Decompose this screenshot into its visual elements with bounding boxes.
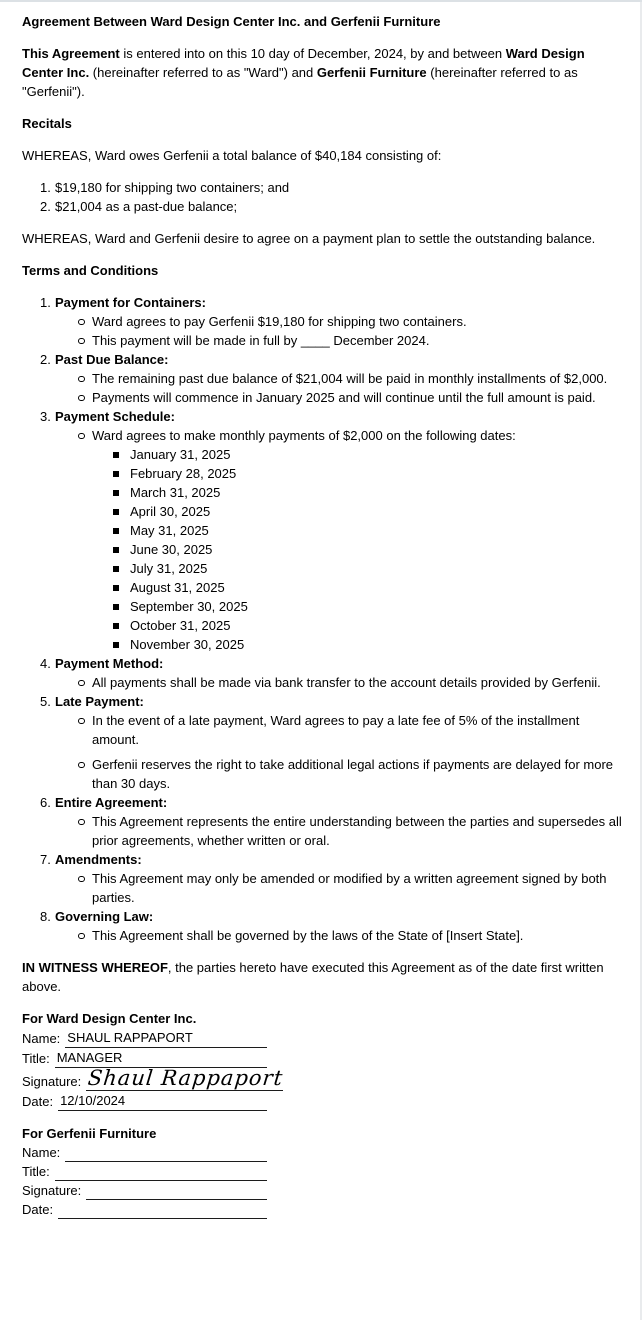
term-item — [22, 293, 622, 350]
term-number: 1. — [40, 295, 51, 310]
document-content — [0, 2, 642, 1219]
term-item — [22, 407, 622, 654]
signature-heading: For Gerfenii Furniture — [22, 1126, 157, 1141]
signature-field-date — [22, 1200, 267, 1219]
signature-field-signature — [22, 1066, 285, 1091]
intro-paragraph — [22, 44, 622, 101]
square-bullet-icon — [113, 502, 130, 521]
intro-bold-this-agreement: This Agreement — [22, 46, 120, 61]
circle-bullet-icon — [78, 926, 92, 945]
field-line — [65, 1161, 267, 1162]
term-title: Payment Schedule: — [55, 409, 175, 424]
circle-bullet-icon — [78, 369, 92, 388]
square-bullet-icon — [113, 559, 130, 578]
signature-field-date — [22, 1091, 267, 1111]
field-line — [86, 1199, 267, 1200]
circle-bullet-icon — [78, 711, 92, 730]
square-bullet-icon — [113, 445, 130, 464]
term-bullet-row — [22, 812, 622, 850]
term-bullet-row — [22, 869, 622, 907]
circle-bullet-icon — [78, 755, 92, 774]
term-bullet-row — [22, 369, 622, 388]
payment-date: October 31, 2025 — [130, 618, 231, 633]
term-bullet: This Agreement represents the entire understanding between the parties and supersedes all prior agreements, whether written or oral. — [92, 814, 622, 848]
term-number: 3. — [40, 409, 51, 424]
term-title: Amendments: — [55, 852, 142, 867]
term-item — [22, 850, 622, 907]
term-bullet-row — [22, 312, 622, 331]
field-value: SHAUL RAPPAPORT — [67, 1030, 193, 1045]
square-bullet-icon — [113, 597, 130, 616]
payment-date-item — [22, 540, 622, 559]
intro-text-3: (hereinafter referred to as "Gerfenii"). — [22, 65, 578, 99]
field-label: Date: — [22, 1094, 54, 1109]
term-bullet-row — [22, 331, 622, 350]
term-item — [22, 654, 622, 692]
payment-date: January 31, 2025 — [130, 447, 231, 462]
payment-date: February 28, 2025 — [130, 466, 237, 481]
field-line — [65, 1028, 267, 1048]
field-label: Title: — [22, 1164, 50, 1179]
term-number: 8. — [40, 909, 51, 924]
recital-item — [22, 178, 622, 197]
term-number: 6. — [40, 795, 51, 810]
signature-field-name — [22, 1028, 267, 1048]
square-bullet-icon — [113, 521, 130, 540]
field-value: 12/10/2024 — [60, 1093, 126, 1108]
circle-bullet-icon — [78, 812, 92, 831]
term-bullet: The remaining past due balance of $21,004 will be paid in monthly installments of $2,000. — [92, 371, 608, 386]
field-label: Date: — [22, 1202, 54, 1217]
term-title: Payment Method: — [55, 656, 164, 671]
payment-date: September 30, 2025 — [130, 599, 248, 614]
payment-date: August 31, 2025 — [130, 580, 225, 595]
whereas-clause-2: WHEREAS, Ward and Gerfenii desire to agree on a payment plan to settle the outstanding balance. — [22, 231, 596, 246]
signature-heading: For Ward Design Center Inc. — [22, 1011, 197, 1026]
recital-item — [22, 197, 622, 216]
square-bullet-icon — [113, 464, 130, 483]
circle-bullet-icon — [78, 426, 92, 445]
circle-bullet-icon — [78, 869, 92, 888]
term-bullet: This payment will be made in full by ____ December 2024. — [92, 333, 430, 348]
term-bullet: Payments will commence in January 2025 and will continue until the full amount is paid. — [92, 390, 596, 405]
square-bullet-icon — [113, 635, 130, 654]
recital-text: $21,004 as a past-due balance; — [55, 199, 238, 214]
payment-date-item — [22, 578, 622, 597]
term-item — [22, 692, 622, 793]
term-bullet: All payments shall be made via bank transfer to the account details provided by Gerfenii. — [92, 675, 601, 690]
terms-heading: Terms and Conditions — [22, 263, 159, 278]
term-item — [22, 350, 622, 407]
field-label: Title: — [22, 1051, 50, 1066]
intro-text-1: is entered into on this 10 day of December, 2024, by and between — [119, 46, 506, 61]
field-line — [55, 1180, 267, 1181]
signature-field-signature — [22, 1181, 267, 1200]
field-value: MANAGER — [56, 1050, 123, 1065]
term-title: Governing Law: — [55, 909, 154, 924]
term-bullet-row — [22, 426, 622, 445]
whereas-clause-1: WHEREAS, Ward owes Gerfenii a total balance of $40,184 consisting of: — [22, 148, 442, 163]
recitals-list — [22, 178, 622, 216]
term-title: Payment for Containers: — [55, 295, 206, 310]
payment-date-item — [22, 616, 622, 635]
signature-block-ward — [22, 1009, 622, 1111]
payment-date-item — [22, 635, 622, 654]
term-bullet-row — [22, 673, 622, 692]
witness-bold: IN WITNESS WHEREOF — [22, 960, 168, 975]
square-bullet-icon — [113, 616, 130, 635]
circle-bullet-icon — [78, 312, 92, 331]
payment-date: April 30, 2025 — [130, 504, 211, 519]
field-label: Signature: — [22, 1183, 82, 1198]
witness-paragraph — [22, 958, 622, 996]
term-title: Entire Agreement: — [55, 795, 168, 810]
payment-date-item — [22, 445, 622, 464]
field-line — [58, 1091, 267, 1111]
term-bullet: Ward agrees to make monthly payments of $2,000 on the following dates: — [92, 428, 516, 443]
signature-field-name — [22, 1143, 267, 1162]
field-line — [86, 1068, 283, 1091]
field-label: Signature: — [22, 1074, 82, 1089]
term-item — [22, 907, 622, 945]
term-item — [22, 793, 622, 850]
payment-date-item — [22, 597, 622, 616]
term-title: Late Payment: — [55, 694, 144, 709]
term-number: 2. — [40, 352, 51, 367]
term-bullet: This Agreement may only be amended or modified by a written agreement signed by both parties. — [92, 871, 607, 905]
field-label: Name: — [22, 1031, 61, 1046]
circle-bullet-icon — [78, 673, 92, 692]
term-bullet: Ward agrees to pay Gerfenii $19,180 for shipping two containers. — [92, 314, 467, 329]
recital-number: 1. — [40, 180, 51, 195]
payment-date-item — [22, 521, 622, 540]
recital-number: 2. — [40, 199, 51, 214]
signature-field-title — [22, 1162, 267, 1181]
payment-date: July 31, 2025 — [130, 561, 208, 576]
recital-text: $19,180 for shipping two containers; and — [55, 180, 290, 195]
signature-block-gerfenii — [22, 1124, 622, 1219]
payment-date-item — [22, 502, 622, 521]
recitals-heading: Recitals — [22, 116, 72, 131]
term-bullet: Gerfenii reserves the right to take additional legal actions if payments are delayed for more than 30 days. — [92, 757, 613, 791]
intro-text-2: (hereinafter referred to as "Ward") and — [89, 65, 317, 80]
term-bullet-row — [22, 711, 622, 749]
circle-bullet-icon — [78, 388, 92, 407]
term-bullet: This Agreement shall be governed by the laws of the State of [Insert State]. — [92, 928, 524, 943]
handwritten-signature: Shaul Rappaport — [87, 1066, 285, 1090]
term-number: 7. — [40, 852, 51, 867]
intro-bold-ward: Ward Design Center Inc. — [22, 46, 585, 80]
doc-title: Agreement Between Ward Design Center Inc. and Gerfenii Furniture — [22, 14, 441, 29]
witness-text: , the parties hereto have executed this Agreement as of the date first written above. — [22, 960, 604, 994]
term-title: Past Due Balance: — [55, 352, 169, 367]
field-line — [55, 1048, 267, 1068]
square-bullet-icon — [113, 578, 130, 597]
payment-date-item — [22, 483, 622, 502]
square-bullet-icon — [113, 483, 130, 502]
term-number: 4. — [40, 656, 51, 671]
payment-date: May 31, 2025 — [130, 523, 209, 538]
circle-bullet-icon — [78, 331, 92, 350]
term-bullet-row — [22, 388, 622, 407]
term-number: 5. — [40, 694, 51, 709]
payment-date-item — [22, 464, 622, 483]
intro-bold-gerfenii: Gerfenii Furniture — [316, 65, 427, 80]
square-bullet-icon — [113, 540, 130, 559]
field-label: Name: — [22, 1145, 61, 1160]
payment-date: March 31, 2025 — [130, 485, 221, 500]
payment-date: November 30, 2025 — [130, 637, 245, 652]
field-line — [58, 1218, 267, 1219]
signature-field-title — [22, 1048, 267, 1068]
term-bullet-row — [22, 926, 622, 945]
payment-date: June 30, 2025 — [130, 542, 213, 557]
payment-date-item — [22, 559, 622, 578]
term-bullet-row — [22, 755, 622, 793]
term-bullet: In the event of a late payment, Ward agrees to pay a late fee of 5% of the installment amount. — [92, 713, 580, 747]
terms-list — [22, 293, 622, 945]
